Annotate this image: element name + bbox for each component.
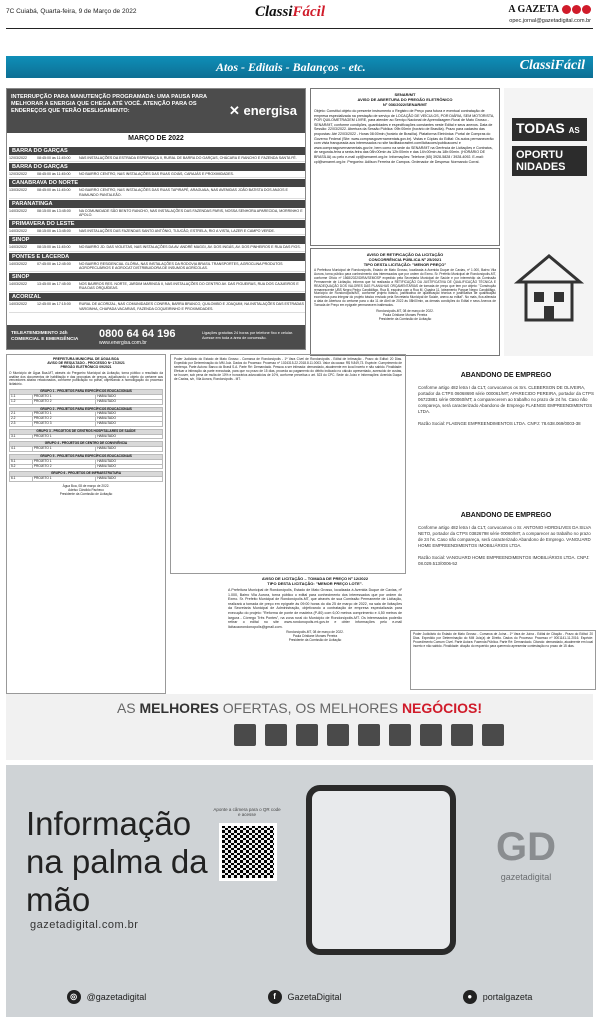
outage-desc: NAS INSTALAÇÕES DAS FAZENDAS SANTO ANTÔNIO, TIJUCÃO, ESTRELA, RIO A VISTA, LAZER E CAMPO VERDE. xyxy=(79,229,275,234)
footer-note: Ligações gratuitas 24 horas por telefone fixo e celular. Acesse em toda a área de concessão. xyxy=(202,331,293,340)
group-table xyxy=(9,454,163,469)
prefeitura-groups xyxy=(9,389,163,482)
energisa-logo-icon: ✕ xyxy=(229,103,244,118)
abandono-title: ABANDONO DE EMPREGO xyxy=(460,512,552,519)
factory-icon xyxy=(296,724,318,746)
outage-date: 14/03/2022 xyxy=(9,282,27,287)
outage-row xyxy=(9,228,305,235)
table-cell: 6.1 xyxy=(10,477,33,482)
table-cell: 1.2 xyxy=(10,399,33,404)
energisa-header xyxy=(7,89,305,133)
retificacao-body: A Prefeitura Municipal de Rondonópolis, Estado de Mato Grosso, localizada à Avenida Duque de Caxias, nº 1.000, Bairro Vila Aurora, torna público para conhecimento dos interessados que por ordem do Exmo. Sr. Prefeito Municipal de Rondonópolis-MT, conforme Ofício nº 1568/2022/DIRA/SEMOSP expedido pela Secretaria Municipal de Saúde e por intermédio da Comissão Permanente de Licitação, informa que foi realizada a RETIFICAÇÃO DA JUSTIFICATIVA DE QUALIFICAÇÃO TÉCNICA E READEQUAÇÃO DOS VALORES DAS PLANILHAS ORÇAMENTÁRIAS de tomada de preço que tem por objeto: "Construção remanescente UBS Negro Pedro Candidiãgo, Rua B, esquina com a Rua M, Quadra 11, loteamento Parque Negro Candidiãgo, Município de Rondonópolis/MT, conforme projeto básico, justificativa de qualificação técnica e justificativa de qualificação econômica para integrar do projeto básico enviado pela Secretaria Municipal de Saúde, anexo ao edital". No mais, fica alterada a data de Abertura do certame para o dia 11 de Abril de 2022 às 08h00min, as demais condições do Edital e seus Anexos de Tomada de Preço em epígrafe permanecem inalterados. xyxy=(314,268,496,308)
social-dot-icon xyxy=(562,5,571,14)
outage-date: 14/03/2022 xyxy=(9,208,27,213)
outage-hour: 07:45:00 às 12:45:00 xyxy=(37,261,71,266)
section-logo-b: Fácil xyxy=(292,4,326,20)
group-title: GRUPO 2 - PROJETOS PARA ESPECÍFICOS EDUCACIONAIS xyxy=(10,407,163,412)
ofertas-ad xyxy=(6,694,593,760)
abandono-body: Conforme artigo 482 letra I da CLT, convocamos o Sr. ANTONIO HORDILIVES DA SILVA NETO, portador da CTPS 03826798 série 00060/MT, a comparecer ao trabalho no prazo de 24 hs. Caso não compareça, será caracterizado Abandono de Emprego. VANGUARD HOME EMPREENDIMENTOS IMOBILIÁRIOS LTDA. xyxy=(418,525,591,548)
outage-row xyxy=(9,155,305,162)
section-logo-a: Classi xyxy=(255,4,293,20)
table-cell: 2.1 xyxy=(10,412,33,417)
oportunidades-line1: TODAS AS xyxy=(512,118,587,141)
table-row xyxy=(10,447,163,452)
section-banner xyxy=(6,56,593,78)
prefeitura-body: O Município de Água Boa-MT, através do Pregoeiro Municipal da Licitação, torna público o resultado da análise dos documentos de habilitação e das propostas de preços, adjudicando o objeto do certame aos vencedores abaixo relacionados, conforme publicação no portal, objetivando a homologação do processo licitatório. xyxy=(9,370,163,387)
table-row xyxy=(10,422,163,427)
section-logo xyxy=(255,4,325,21)
outage-hour: 12:45:00 às 17:15:00 xyxy=(37,302,71,307)
abandono-title: ABANDONO DE EMPREGO xyxy=(460,372,552,379)
table-cell: HABILITADO xyxy=(96,447,163,452)
ofertas-icons xyxy=(234,724,504,746)
table-cell: PROJETO 2 xyxy=(32,417,95,422)
gd-logo xyxy=(481,825,571,905)
group-table xyxy=(9,389,163,404)
social-links xyxy=(6,977,593,1017)
social-link[interactable] xyxy=(67,990,147,1004)
group-table xyxy=(9,471,163,482)
region-header: PARANATINGA xyxy=(9,200,305,208)
senar-notice xyxy=(310,88,500,246)
table-row xyxy=(10,464,163,469)
qr-caption: Aponte a câmera para o QR code e acesse xyxy=(213,807,281,817)
phone-number: 0800 64 64 196 xyxy=(99,328,176,340)
abandono-footer: Razão Social: FLAENGE EMPREENDIMENTOS LTDA. CNPJ: 78.638.069/0003-38 xyxy=(418,421,581,426)
region-header: ACORIZAL xyxy=(9,293,305,301)
region-header: CANABRAVA DO NORTE xyxy=(9,179,305,187)
outage-row xyxy=(9,208,305,219)
table-cell: PROJETO 3 xyxy=(32,422,95,427)
table-row xyxy=(10,477,163,482)
table-cell: PROJETO 1 xyxy=(32,395,95,400)
social-link[interactable] xyxy=(268,990,342,1004)
bike-icon xyxy=(420,724,442,746)
outage-desc: NO BAIRRO RESIDENCIAL GLÓRIA, NAS INSTALAÇÕES DA RODOVIA BRASIL TRANSPORTES, AGROCLINA PRODUTOS AGROPECUÁRIOS E AGROCAT DISTRIBUIDORA DE INSUMOS AGRÍCOLAS. xyxy=(79,261,283,270)
outage-row xyxy=(9,281,305,292)
energisa-brand: ✕ energisa xyxy=(229,103,297,118)
dog-icon xyxy=(451,724,473,746)
licitacao-signoff: Rondonópolis-MT, 08 de março de 2022. Paula Cristiane Moraes Pereira Presidente da Comissão de Licitação xyxy=(286,630,344,643)
energisa-site: www.energisa.com.br xyxy=(99,340,147,346)
group-title: GRUPO 3 - PROJETOS DE CENTROS HOSPITALARES DE SAÚDE xyxy=(10,429,163,434)
outage-date: 14/03/2022 xyxy=(9,245,27,250)
edital-body: Poder Judiciário do Estado de Mato Grosso - Comarca de Juína - 1ª Vara de Juína - Edital de Citação - Prazo do Edital: 20 Dias. Expedido por Determinação do MM Juiz(a) de Direito. Dados do Processo: Processo nº 0001141-11.2016. Espécie: Procedimento Comum Cível. Parte Autora: Fazenda Pública. Parte Ré: Demandado. Citando: demandado, atualmente em local incerto e não sabido. Finalidade: citação do requerido para querendo apresentar contestação no prazo de 15 dias. xyxy=(413,632,594,648)
outage-row xyxy=(9,301,305,312)
table-row xyxy=(10,434,163,439)
retificacao-signoff: Rondonópolis-MT, 08 de março de 2022. Paula Cristiane Moraes Pereira Presidente da Comissão de Licitação xyxy=(376,309,434,321)
phone-image xyxy=(306,785,456,955)
prefeitura-signoff: Água Boa, 08 de março de 2022. Adelso Cândido Pacheco Presidente da Comissão de Licitação xyxy=(59,483,113,496)
prefeitura-title: PREFEITURA MUNICIPAL DE ÁGUA BOA AVISO DE RESULTADO - PROCESSO Nº 17/2021 PREGÃO ELETRÔNICO 09/2021 xyxy=(47,357,125,370)
licitacao-notice xyxy=(225,574,405,690)
car-icon xyxy=(389,724,411,746)
group-title: GRUPO 4 - PROJETOS DE CENTRO DE CONVIVÊNCIA xyxy=(10,442,163,447)
table-cell: HABILITADO xyxy=(96,459,163,464)
abandono-notice-1 xyxy=(418,372,594,512)
table-cell: HABILITADO xyxy=(96,434,163,439)
contact-email: opec.jornal@gazetadigital.com.br xyxy=(509,18,591,24)
licitacao-body: A Prefeitura Municipal de Rondonópolis, Estado de Mato Grosso, localizada à Avenida Duque de Caxias, nº 1.000, Bairro Vila Aurora, torna público o edital para conhecimento dos interessados que por ordem do Exmo. Sr. Prefeito Municipal de Rondonópolis-MT, que através de sua Comissão Permanente de Licitação, realizará a tomada de preço em epígrafe às 09:00 horas do dia 25 de março de 2022, na sala de licitações da Secretaria Municipal de Administração, objetivando a contratação de empresa especializada para execução do projeto: "Reforma de ponte de madeira (P-80) com 6,00 metros comprimento e 4,50 metros de largura - Córrego Três Pontes", na zona rural do Município de Rondonópolis-MT. Os interessados poderão retirar o edital no site www.rondonopolis.mt.gov.br e obter informações pelo e-mail licitacaorondonopolis@gmail.com. xyxy=(228,588,402,629)
table-cell: PROJETO 1 xyxy=(32,412,95,417)
table-cell: 5.2 xyxy=(10,464,33,469)
gd-url[interactable]: gazetadigital.com.br xyxy=(30,919,139,931)
senar-body: Objeto: Constitui objeto do presente instrumento o Registro de Preço para futura e eventual contratação de empresa especializada na prestação de serviço de LOCAÇÃO DE VEÍCULOS, POR DIÁRIA, SEM MOTORISTA, POR QUILOMETRAGEM LIVRE, para atender ao Serviço Nacional de Aprendizagem Rural de Mato Grosso - SENAR/MT, conforme condições, quantidades e especificações constantes neste Edital e seus anexos. Data de Sessão: 22/03/2022. Abertura da Sessão Pública: 09h:00min (horário de Brasília). Prazo para cadastro das propostas: Até 22/03/2022 - Horas 08:00min (horário de Brasília). Plataforma Eletrônica: Portal de Compras do Governo Federal (Site: www.comprasgovernamentais.gov.br). Vistas e Cópias do Edital: Os autos permanecerão com vista franqueada aos interessados no site facilitadorasfmt.com/licitacoes/publicacoes/ e www.comprasgovernamentais.gov.br, bem como na sede do SENAR/MT na Gerência de Licitações e Contratos, de segunda-feira a sexta-feira das 08h:00min às 12h:00min e das 14h:00min às 18h:00min. (HORÁRIO DE BRASÍLIA) ou pelo e-mail cpl@senarmt.org.br. Informações: Telefone (65) 3928-5828 / 3928-4092. E-mail: cpl@senarmt.org.br. Pregoeiro: Adilson Ferreira de Campos. Ordenador de Despesa: Normando Corral. xyxy=(314,109,495,164)
outage-date: 12/03/2022 xyxy=(9,172,27,177)
region-header: PONTES E LACERDA xyxy=(9,253,305,261)
energisa-footer xyxy=(7,325,305,349)
outage-hour: 13:45:00 às 17:45:00 xyxy=(37,282,71,287)
outage-hour: 08:15:00 às 11:45:00 xyxy=(37,245,71,250)
retificacao-title: AVISO DE RETIFICAÇÃO DA LICITAÇÃO CONCORRÊNCIA PÚBLICA Nº 25/2021 TIPO DESTA LICITAÇÃO: "MENOR PREÇO" xyxy=(363,252,447,267)
banner-title: Atos - Editais - Balanços - etc. xyxy=(216,60,366,74)
outage-hour: 08:15:00 às 13:45:00 xyxy=(37,208,71,213)
header-divider xyxy=(6,28,593,29)
ofertas-headline: AS MELHORES OFERTAS, OS MELHORES NEGÓCIOS! xyxy=(116,700,483,716)
building-icon xyxy=(234,724,256,746)
paper-name-text: A GAZETA xyxy=(508,4,559,15)
table-cell: PROJETO 2 xyxy=(32,399,95,404)
table-cell: PROJETO 2 xyxy=(32,464,95,469)
outage-row xyxy=(9,171,305,178)
prefeitura-notice xyxy=(6,354,166,694)
table-cell: HABILITADO xyxy=(96,395,163,400)
senar-title: SENAR/MT AVISO DE ABERTURA DO PREGÃO ELETRÔNICO N° 036/2022/SENAR/MT xyxy=(357,92,453,107)
teleatendimento-label: TELEATENDIMENTO 24h COMERCIAL E EMERGÊNCIA xyxy=(11,331,79,342)
instagram-icon: ◎ xyxy=(67,990,81,1004)
group-title: GRUPO 1 - PROJETOS PARA ESPECÍFICOS EDUCACIONAIS xyxy=(10,390,163,395)
social-label: @gazetadigital xyxy=(86,992,147,1002)
region-header: BARRA DO GARÇAS xyxy=(9,163,305,171)
outage-date: 12/03/2022 xyxy=(9,156,27,160)
outage-desc: NA COMUNIDADE SÃO BENTO RANCHO, NAS INSTALAÇÕES DAS FAZENDAS PARIS, NOSSA SENHORA APARECIDA, MORRINHO E APOLO. xyxy=(79,208,303,218)
table-cell: 2.2 xyxy=(10,417,33,422)
table-cell: PROJETO 1 xyxy=(32,459,95,464)
social-link[interactable] xyxy=(463,990,533,1004)
gd-logo-text: gazetadigital xyxy=(500,872,552,882)
table-cell: PROJETO 1 xyxy=(32,447,95,452)
judicial-body: Poder Judiciário do Estado de Mato Grosso - Comarca de Rondonópolis - 1ª Vara Cível de Rondonópolis - Edital de Intimação - Prazo do Edital: 20 Dias. Expedido por Determinação do MM Juiz. Dados do Processo: Processo nº 1024315-22.2018.8.11.0003. Valor da causa: R$ 9.849,73. Espécie: Cumprimento de sentença. Parte Autora: Banco do Brasil S.A. Parte Ré: Demandado. Pessoa a ser intimada: demandado, atualmente em local incerto e não sabido. Finalidade: Efetuar a intimação da parte executada, para que no prazo de 15 dias, proceda ao pagamento do débito indicado no cálculo apresentado, acrescido de custas, se houver, sob pena de multa de 10% e honorários advocatícios de 10%, conforme preceitua o art. 523 do CPC. Sede do Juízo e Informações: Avenida Duque de Caxias, s/n, Vila Aurora, Rondonópolis - MT. xyxy=(174,357,402,381)
page-info: 7C Cuiabá, Quarta-feira, 9 de Março de 2022 xyxy=(6,8,137,15)
energisa-ad xyxy=(6,88,306,350)
outage-desc: NAS INSTALAÇÕES DA ESTRADA ESPERANÇA II, RURAL DE BARRA DO GARÇAS, CHÁCARA E RANCHO E FAZENDA SANTA FÉ. xyxy=(79,156,297,160)
outage-desc: NO BAIRRO CENTRO, NAS INSTALAÇÕES DAS RUAS TAPIRAPÉ, ARAGUAIA, NAS AVENIDAS JOÃO BATISTA DOS ANJOS E RAIMUNDO PANTALEÃO. xyxy=(79,188,288,197)
outage-list xyxy=(9,146,305,313)
tractor-icon xyxy=(358,724,380,746)
group-table xyxy=(9,441,163,452)
outage-row xyxy=(9,187,305,198)
social-dot-icon xyxy=(572,5,581,14)
oportunidades-ad xyxy=(504,88,593,356)
group-title: GRUPO 5 - PROJETOS PARA ESPECÍFICOS EDUCACIONAIS xyxy=(10,455,163,460)
abandono-body: Conforme artigo 482 letra I da CLT, convocamos os Srs. CLEBERSON DE OLIVEIRA, portador da CTPS 06068690 série 000061/MT; APARECIDO PEREIRA, portador da CTPS 06723881 série 000060/MT; a comparecerem ao trabalho no prazo de 24 hs. Caso não compareça, será caracterizado Abandono de Emprego FLAENGE EMPREENDIMENTOS LTDA. xyxy=(418,385,594,414)
table-cell: HABILITADO xyxy=(96,464,163,469)
table-row xyxy=(10,399,163,404)
handshake-icon xyxy=(482,724,504,746)
table-cell: HABILITADO xyxy=(96,412,163,417)
table-cell: HABILITADO xyxy=(96,417,163,422)
outage-hour: 08:45:00 às 11:45:00 xyxy=(37,156,71,160)
region-header: SINOP xyxy=(9,273,305,281)
outage-desc: NO BAIRRO CENTRO, NAS INSTALAÇÕES DAS RUAS GOIÁS, CARAJÁS E PROXIMIDADES. xyxy=(79,172,234,177)
table-cell: 5.1 xyxy=(10,459,33,464)
edital-notice xyxy=(410,630,596,690)
group-table xyxy=(9,407,163,427)
abandono-footer: Razão Social: VANGUARD HOME EMPREENDIMENTOS IMOBILIÁRIOS LTDA. CNPJ: 08.029.513/0006-52 xyxy=(418,555,590,566)
table-cell: 3.1 xyxy=(10,434,33,439)
paper-name xyxy=(508,4,591,15)
outage-date: 14/03/2022 xyxy=(9,261,27,266)
group-title: GRUPO 6 - PROJETOS DE INFRAESTRUTURA xyxy=(10,472,163,477)
outage-desc: NO BAIRRO JD. DAS VIOLETAS, NAS INSTALAÇÕES DA AV. ANDRÉ MAGGI, AV. DOS INGÁS, AV. DOS PINHEIROS E RUA DAS FIGS. xyxy=(79,245,301,250)
outage-date: 13/03/2022 xyxy=(9,188,27,193)
energisa-month: MARÇO DE 2022 xyxy=(128,135,184,142)
gd-headline: Informação na palma da mão xyxy=(26,805,208,918)
land-icon xyxy=(327,724,349,746)
outage-row xyxy=(9,244,305,251)
table-cell: 1.1 xyxy=(10,395,33,400)
energisa-message: INTERRUPÇÃO PARA MANUTENÇÃO PROGRAMADA: UMA PAUSA PARA MELHORAR A ENERGIA QUE CHEGA ATÉ VOCÊ. ATENÇÃO PARA OS ENDEREÇOS QUE TERÃO DESLIGAMENTO: xyxy=(11,94,207,114)
judicial-notice xyxy=(170,354,406,574)
table-cell: 2.3 xyxy=(10,422,33,427)
outage-row xyxy=(9,261,305,272)
facebook-icon: f xyxy=(268,990,282,1004)
outage-desc: NOS BAIRROS RES. NORTE, JARDIM MARINGÁ II, NAS INSTALAÇÕES DO CENTRO AV. DAS FIGUEIRAS, RUA DOS CAJUEIROS E RUA DAS ORQUÍDEAS. xyxy=(79,282,299,291)
house-icon xyxy=(512,246,586,326)
abandono-notice-2 xyxy=(418,512,594,624)
region-header: PRIMAVERA DO LESTE xyxy=(9,220,305,228)
outage-hour: 08:15:00 às 13:45:00 xyxy=(37,229,71,234)
gazeta-digital-ad xyxy=(6,765,593,1017)
group-table xyxy=(9,429,163,440)
gd-logo-letters: GD xyxy=(496,825,556,869)
retificacao-notice xyxy=(310,248,500,356)
portal-icon: ● xyxy=(463,990,477,1004)
social-dot-icon xyxy=(582,5,591,14)
table-cell: PROJETO 1 xyxy=(32,477,95,482)
table-cell: 4.1 xyxy=(10,447,33,452)
qr-code[interactable] xyxy=(219,823,277,881)
table-cell: HABILITADO xyxy=(96,477,163,482)
region-header: SINOP xyxy=(9,236,305,244)
social-label: portalgazeta xyxy=(482,992,533,1002)
outage-hour: 08:45:00 às 11:45:00 xyxy=(37,188,71,193)
region-header: BARRA DO GARÇAS xyxy=(9,147,305,155)
outage-desc: RURAL DE ACORIZAL, NAS COMUNIDADES CONRRA, BARRA BRANCO, QUILOMBO E JOAQUIM, NA INSTALAÇÕES DAS ESTRADAS VARGINHA, CHAPADA VACARIAS, FAZENDA COQUEIRINHO E PROXIMIDADES. xyxy=(79,302,304,311)
table-cell: PROJETO 1 xyxy=(32,434,95,439)
outage-date: 14/03/2022 xyxy=(9,229,27,234)
table-cell: HABILITADO xyxy=(96,399,163,404)
outage-hour: 08:45:00 às 11:45:00 xyxy=(37,172,71,177)
table-cell: HABILITADO xyxy=(96,422,163,427)
social-label: GazetaDigital xyxy=(287,992,342,1002)
banner-logo: ClassiFácil xyxy=(519,58,585,73)
licitacao-title: AVISO DE LICITAÇÃO – TOMADA DE PREÇO Nº 12/2022 TIPO DESTA LICITAÇÃO: "MENOR PREÇO LOTE". xyxy=(261,576,369,586)
house-icon xyxy=(265,724,287,746)
outage-date: 14/03/2022 xyxy=(9,302,27,307)
oportunidades-line2: OPORTU NIDADES xyxy=(512,146,587,176)
